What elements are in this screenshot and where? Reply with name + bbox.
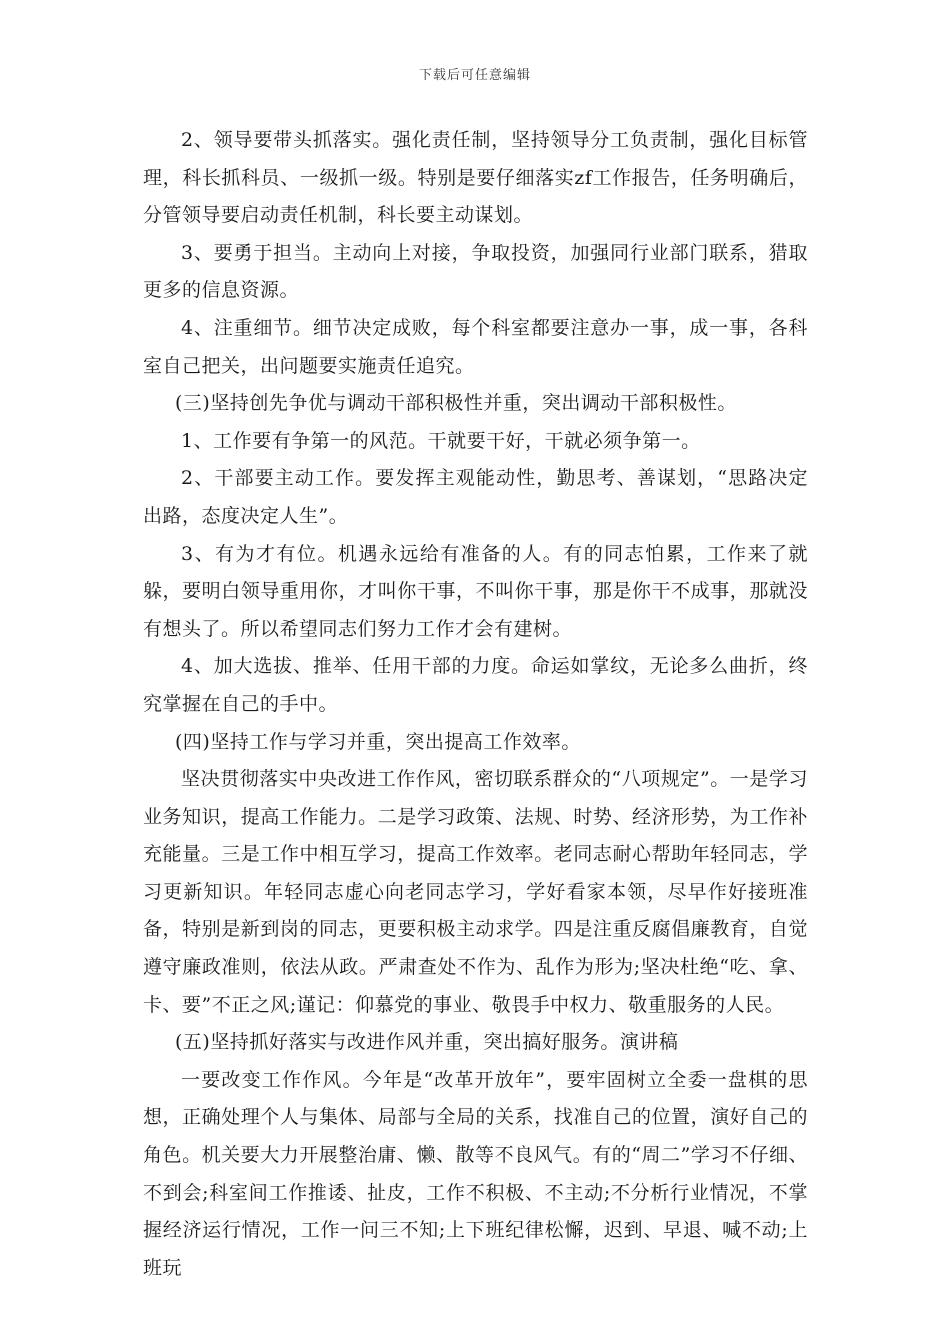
page-header-note: 下载后可任意编辑: [418, 68, 531, 83]
paragraph: 3、要勇于担当。主动向上对接，争取投资，加强同行业部门联系，猎取更多的信息资源。: [143, 241, 808, 302]
paragraph: 4、注重细节。细节决定成败，每个科室都要注意办一事，成一事，各科室自己把关，出问题要实施责任追究。: [143, 316, 808, 377]
paragraph: 坚决贯彻落实中央改进工作作风，密切联系群众的“八项规定”。一是学习业务知识，提高工作能力。二是学习政策、法规、时势、经济形势，为工作补充能量。三是工作中相互学习，提高工作效率。老同志耐心帮助年轻同志，学习更新知识。年轻同志虚心向老同志学习，学好看家本领，尽早作好接班准备，特别是新到岗的同志，更要积极主动求学。四是注重反腐倡廉教育，自觉遵守廉政准则，依法从政。严肃查处不作为、乱作为形为;坚决杜绝“吃、拿、卡、要”不正之风;谨记：仰慕党的事业、敬畏手中权力、敬重服务的人民。: [143, 768, 808, 1016]
paragraph: 3、有为才有位。机遇永远给有准备的人。有的同志怕累，工作来了就躲，要明白领导重用你，才叫你干事，不叫你干事，那是你干不成事，那就没有想头了。所以希望同志们努力工作才会有建树。: [143, 542, 808, 640]
paragraph: 4、加大选拔、推举、任用干部的力度。命运如掌纹，无论多么曲折，终究掌握在自己的手中。: [143, 655, 808, 715]
paragraph: 2、干部要主动工作。要发挥主观能动性，勤思考、善谋划，“思路决定出路，态度决定人生”。: [143, 467, 808, 527]
paragraph: 2、领导要带头抓落实。强化责任制，坚持领导分工负责制，强化目标管理，科长抓科员、一级抓一级。特别是要仔细落实zf工作报告，任务明确后，分管领导要启动责任机制，科长要主动谋划。: [143, 129, 808, 227]
section-heading: (四)坚持工作与学习并重，突出提高工作效率。: [175, 730, 581, 753]
section-heading: (三)坚持创先争优与调动干部积极性并重，突出调动干部积极性。: [175, 392, 737, 415]
paragraph: 一要改变工作作风。今年是“改革开放年”，要牢固树立全委一盘棋的思想，正确处理个人与集体、局部与全局的关系，找准自己的位置，演好自己的角色。机关要大力开展整治庸、懒、散等不良风气。有的“周二”学习不仔细、不到会;科室间工作推诿、扯皮，工作不积极、不主动;不分析行业情况，不掌握经济运行情况，工作一问三不知;上下班纪律松懈，迟到、早退、喊不动;上班玩: [143, 1068, 808, 1279]
paragraph: 1、工作要有争第一的风范。干就要干好，干就必须争第一。: [181, 429, 701, 452]
section-heading: (五)坚持抓好落实与改进作风并重，突出搞好服务。演讲稿: [175, 1031, 679, 1054]
document-body: [143, 122, 808, 1287]
